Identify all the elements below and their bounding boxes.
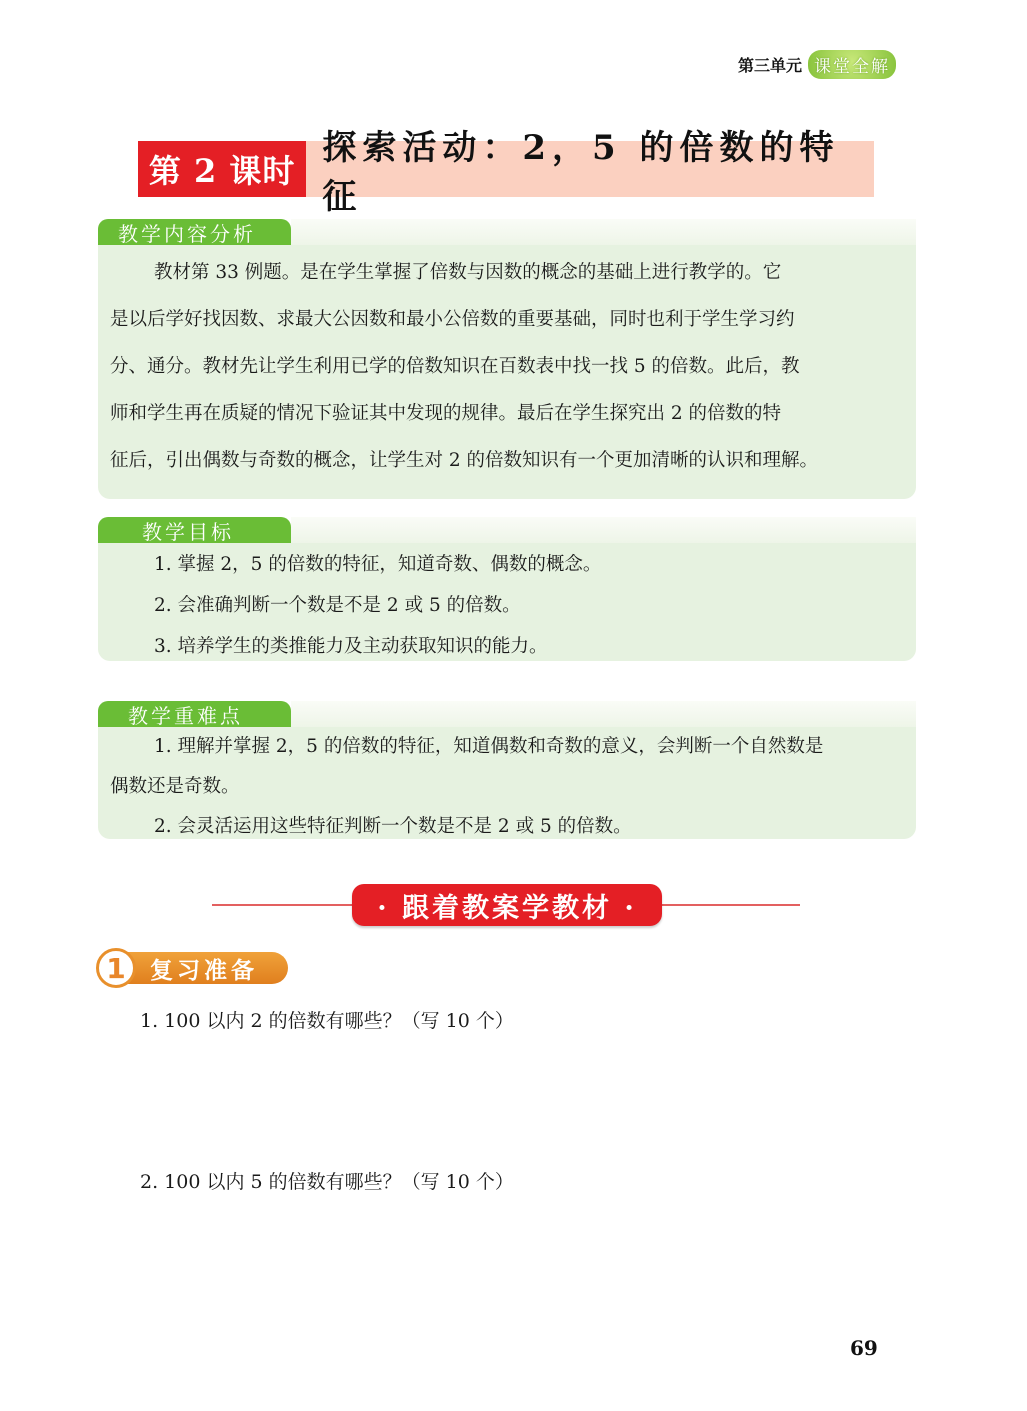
section-tab: 教学内容分析	[98, 219, 291, 245]
section-tab: 教学重难点	[98, 701, 291, 727]
unit-label: 第三单元	[738, 56, 803, 75]
section-tab: 教学目标	[98, 517, 291, 543]
analysis-line: 教材第 33 例题。是在学生掌握了倍数与因数的概念的基础上进行教学的。它	[154, 262, 782, 283]
key-point-line: 2. 会灵活运用这些特征判断一个数是不是 2 或 5 的倍数。	[154, 816, 632, 837]
analysis-line: 师和学生再在质疑的情况下验证其中发现的规律。最后在学生探究出 2 的倍数的特	[110, 403, 782, 424]
tab-line	[291, 701, 916, 727]
page-number: 69	[850, 1336, 878, 1360]
key-point-line: 1. 理解并掌握 2，5 的倍数的特征，知道偶数和奇数的意义，会判断一个自然数是	[154, 736, 824, 757]
review-question: 2. 100 以内 5 的倍数有哪些？（写 10 个）	[140, 1171, 514, 1193]
page-header	[738, 50, 896, 79]
section-key-points	[98, 701, 916, 839]
analysis-line: 分、通分。教材先让学生利用已学的倍数知识在百数表中找一找 5 的倍数。此后，教	[110, 356, 800, 377]
objective-item: 3. 培养学生的类推能力及主动获取知识的能力。	[154, 636, 548, 657]
step-number-icon: 1	[96, 948, 136, 988]
review-step-heading	[96, 948, 288, 988]
banner-label: · 跟着教案学教材 ·	[352, 884, 662, 926]
section-body	[98, 543, 916, 661]
lesson-title: 探索活动：2，5 的倍数的特征	[322, 128, 840, 217]
section-banner	[212, 884, 800, 926]
lesson-title-bar	[138, 128, 874, 217]
tab-line	[291, 517, 916, 543]
analysis-line: 征后，引出偶数与奇数的概念，让学生对 2 的倍数知识有一个更加清晰的认识和理解。	[110, 450, 819, 471]
lesson-number: 第 2 课时	[138, 141, 306, 197]
series-badge: 课堂全解	[808, 50, 896, 79]
objective-item: 1. 掌握 2，5 的倍数的特征，知道奇数、偶数的概念。	[154, 554, 602, 575]
tab-line	[291, 219, 916, 245]
section-body	[98, 727, 916, 839]
analysis-line: 是以后学好找因数、求最大公因数和最小公倍数的重要基础，同时也利于学生学习约	[110, 309, 795, 330]
key-point-line: 偶数还是奇数。	[110, 776, 240, 797]
objective-item: 2. 会准确判断一个数是不是 2 或 5 的倍数。	[154, 595, 521, 616]
step-label: 复习准备	[128, 952, 288, 984]
section-content-analysis	[98, 219, 916, 499]
section-objectives	[98, 517, 916, 661]
section-body	[98, 245, 916, 499]
banner-rule-left	[212, 904, 354, 906]
review-question: 1. 100 以内 2 的倍数有哪些？（写 10 个）	[140, 1010, 514, 1032]
banner-rule-right	[660, 904, 800, 906]
